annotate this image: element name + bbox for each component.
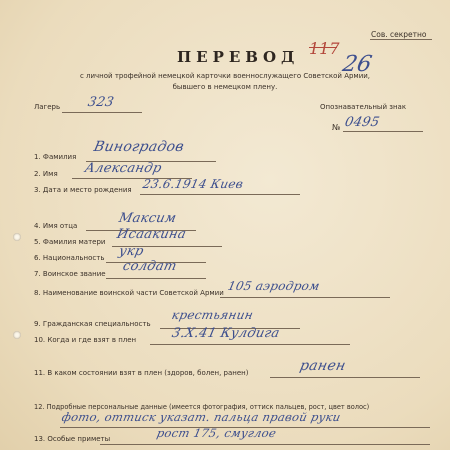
subtitle-line-2: бывшего в немецком плену. (172, 83, 278, 91)
field-12-num: 12. (34, 403, 45, 411)
birth-value: 23.6.1914 Киев (141, 177, 245, 191)
field-12-text: Подробные персональные данные (имеется фотография, оттиск пальцев, рост, цвет волос) (46, 403, 370, 411)
personal-data-value: фото, оттиск указат. пальца правой руки (60, 410, 343, 424)
page-title: ПЕРЕВОД (177, 48, 300, 66)
secrecy-underline (370, 39, 432, 40)
red-number: 117 (309, 39, 340, 58)
rank-value: солдат (121, 259, 179, 274)
field-13-label (34, 435, 110, 443)
field-9-text: Гражданская специальность (42, 320, 151, 328)
field-11-line (270, 377, 420, 378)
field-2-label (34, 170, 58, 178)
handwritten-number: 26 (340, 52, 375, 77)
camp-value: 323 (86, 95, 116, 110)
features-value: рост 175, смуглое (155, 426, 278, 440)
field-3-num: 3. (34, 186, 41, 194)
punch-hole-top (13, 233, 21, 241)
field-11-num: 11. (34, 369, 46, 377)
field-5-num: 5. (34, 238, 41, 246)
field-10-label (34, 336, 136, 344)
field-2-text: Имя (42, 170, 58, 178)
field-8-label (34, 289, 224, 297)
capture-value: 3.X.41 Кулдига (170, 326, 282, 341)
camp-label: Лагерь (34, 103, 61, 111)
field-6-text: Национальность (42, 254, 105, 262)
field-6-label (34, 254, 104, 262)
field-9-num: 9. (34, 320, 41, 328)
field-2-num: 2. (34, 170, 41, 178)
field-10-num: 10. (34, 336, 46, 344)
surname-value: Виноградов (92, 139, 186, 155)
field-11-text: В каком состоянии взят в плен (здоров, болен, ранен) (47, 369, 249, 377)
field-1-label (34, 153, 76, 161)
field-4-label (34, 222, 77, 230)
field-11-label (34, 369, 248, 377)
field-6-num: 6. (34, 254, 41, 262)
field-7-label (34, 270, 106, 278)
field-13-line (100, 444, 430, 445)
nationality-value: укр (117, 244, 146, 259)
field-8-text: Наименование воинской части Советской Армии (42, 289, 224, 297)
subtitle-line-1: с личной трофейной немецкой карточки военнослужащего Советской Армии, (79, 72, 371, 80)
camp-line (62, 112, 142, 113)
field-3-line (140, 194, 300, 195)
field-10-line (150, 344, 350, 345)
field-10-text: Когда и где взят в плен (47, 336, 137, 344)
field-8-num: 8. (34, 289, 41, 297)
field-13-text: Особые приметы (47, 435, 111, 443)
field-7-text: Воинское звание (42, 270, 106, 278)
field-1-num: 1. (34, 153, 41, 161)
tag-label: Опознавательный знак (320, 103, 407, 111)
secrecy-stamp: Сов. секретно (371, 30, 427, 39)
tag-value: 0495 (343, 115, 381, 130)
field-3-label (34, 186, 132, 194)
field-3-text: Дата и место рождения (42, 186, 132, 194)
field-8-line (220, 297, 390, 298)
father-name-value: Максим (117, 211, 178, 226)
field-7-line (106, 278, 206, 279)
field-1-text: Фамилия (42, 153, 77, 161)
profession-value: крестьянин (170, 308, 255, 322)
first-name-value: Александр (83, 161, 164, 176)
unit-value: 105 аэродром (226, 279, 322, 293)
red-strike (309, 47, 337, 48)
field-4-num: 4. (34, 222, 41, 230)
field-13-num: 13. (34, 435, 46, 443)
field-7-num: 7. (34, 270, 41, 278)
tag-line (343, 131, 423, 132)
field-4-text: Имя отца (42, 222, 78, 230)
tag-prefix: № (332, 123, 341, 132)
punch-hole-bottom (13, 331, 21, 339)
field-9-label (34, 320, 151, 328)
field-5-text: Фамилия матери (42, 238, 106, 246)
field-5-label (34, 238, 105, 246)
condition-value: ранен (298, 358, 348, 374)
mother-name-value: Исаакина (115, 227, 188, 242)
